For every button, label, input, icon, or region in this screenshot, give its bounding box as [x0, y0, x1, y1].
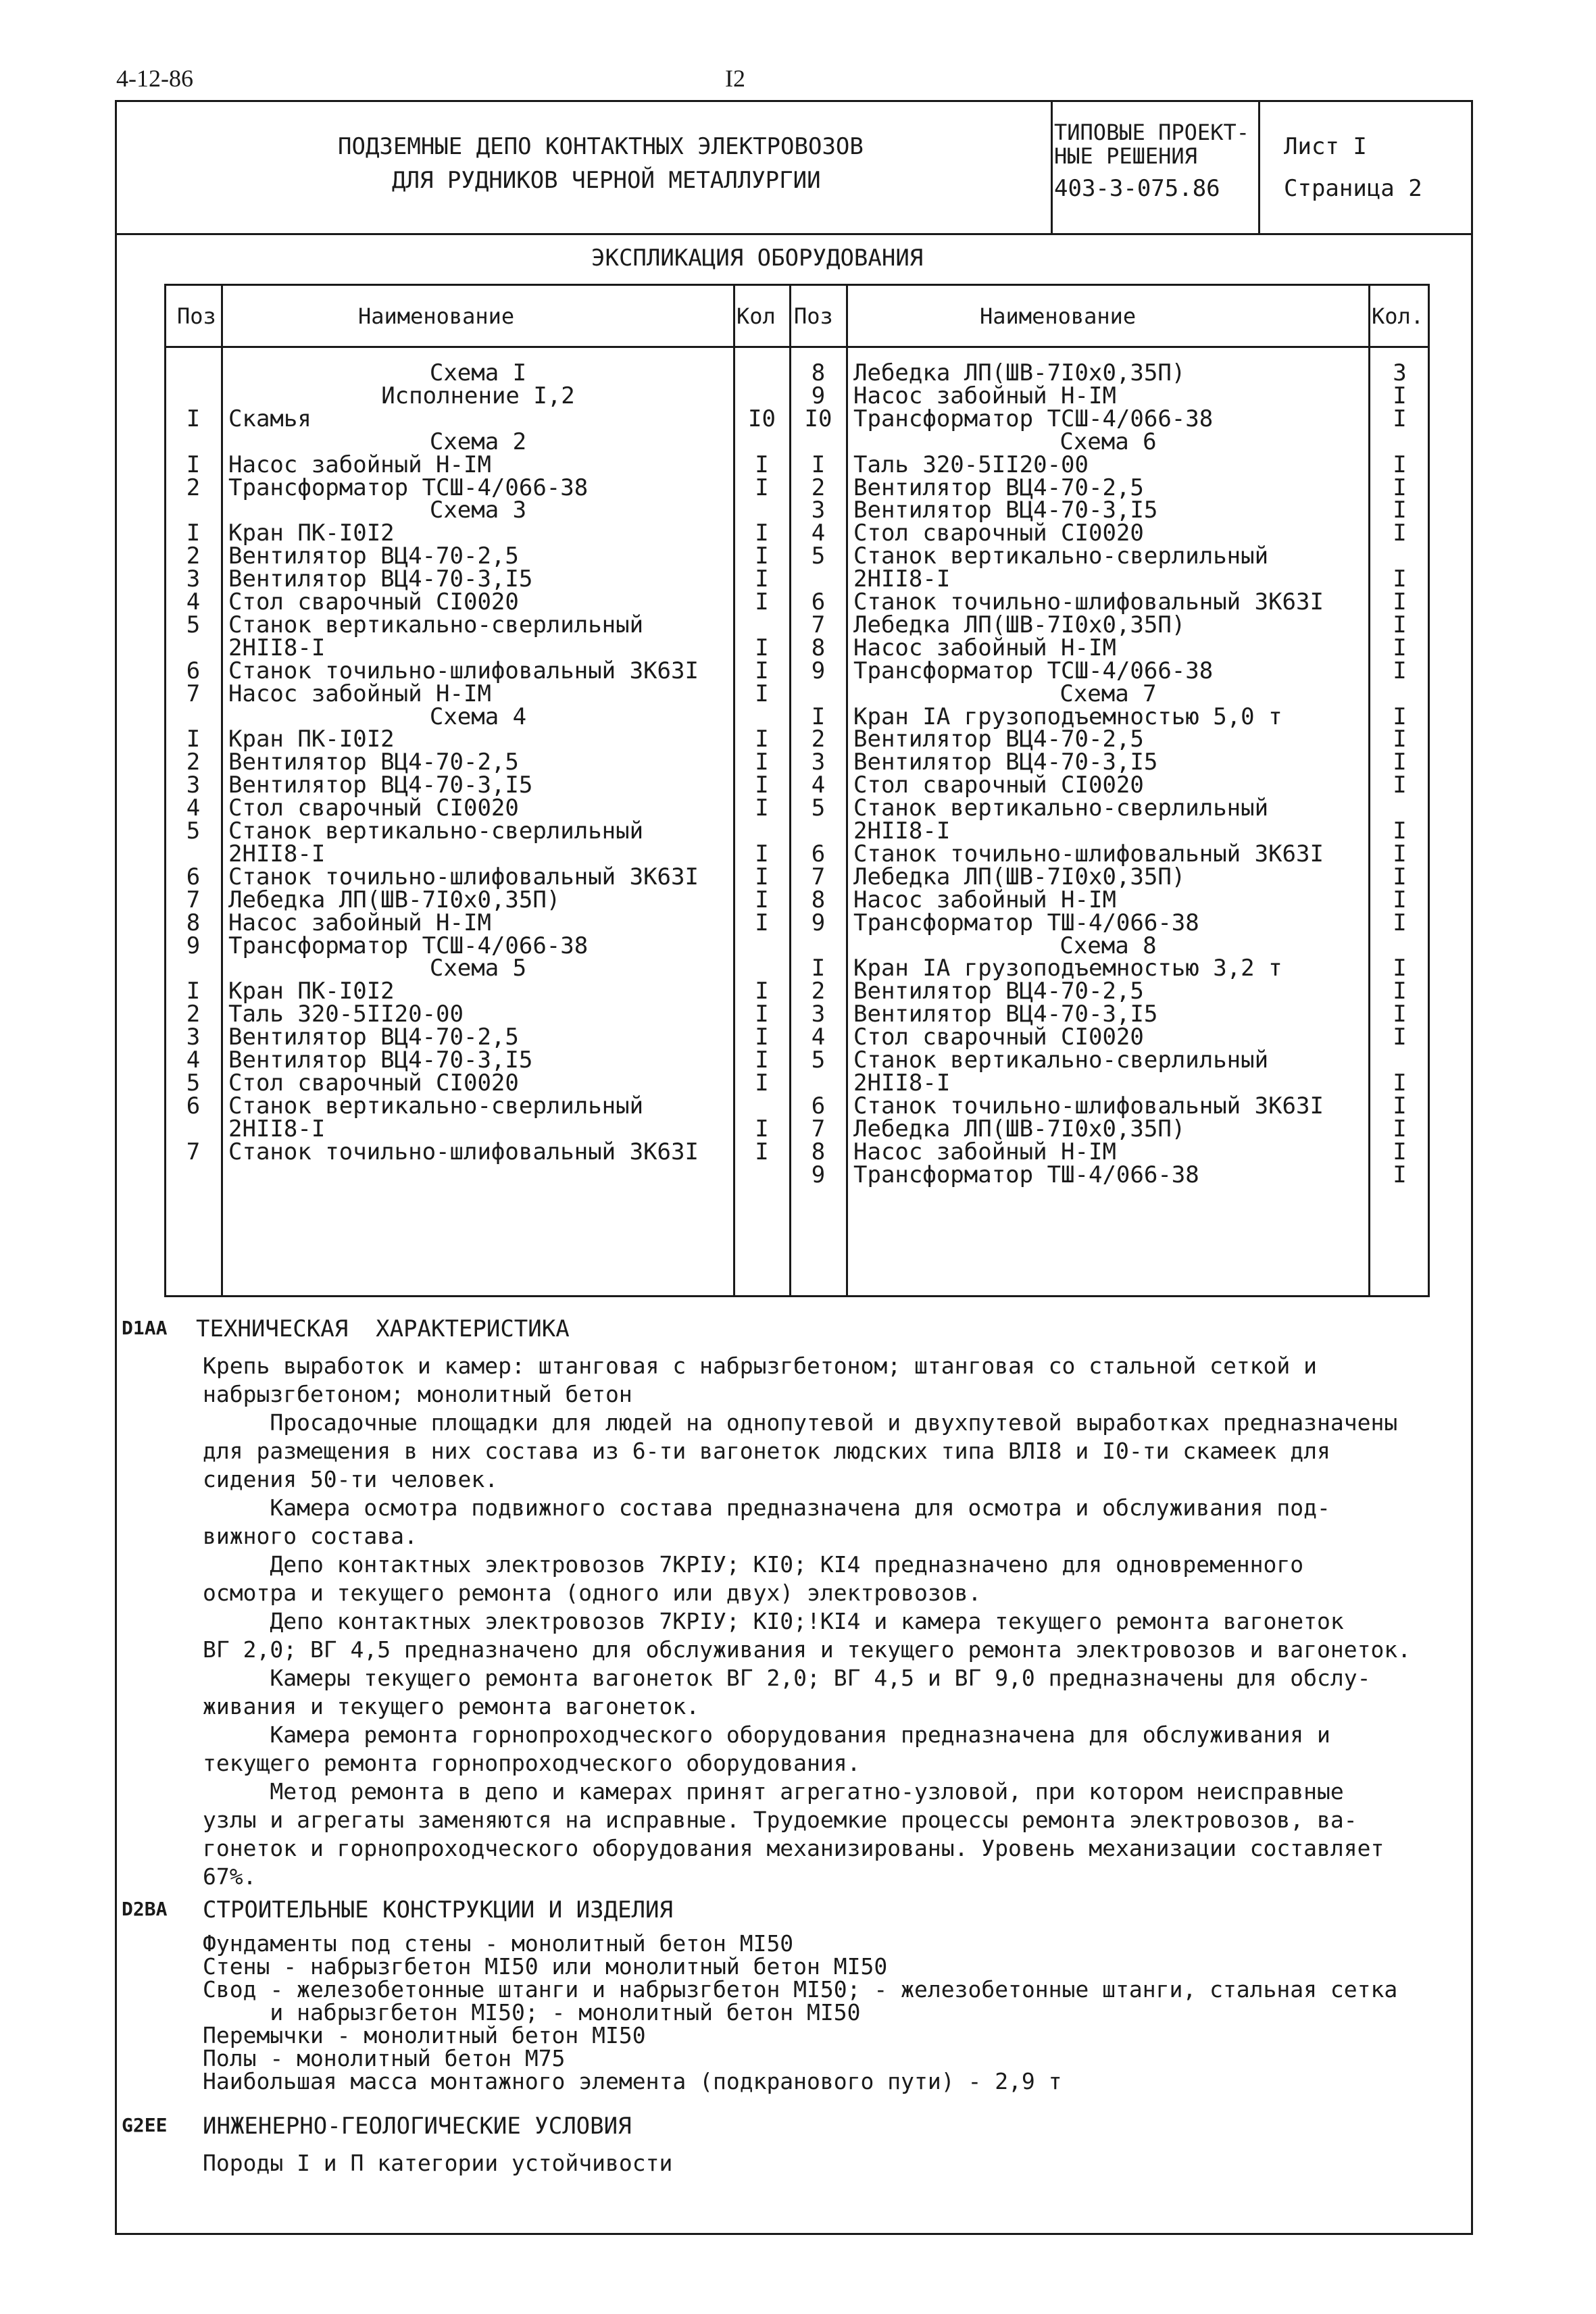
equipment-name: Станок вертикально-сверлильный	[853, 795, 1269, 822]
text-line: узлы и агрегаты заменяются на исправные. Трудоемкие процессы ремонта электровозов, ва-	[203, 1807, 1357, 1833]
equipment-name: Лебедка ЛП(ШВ-7I0х0,35П)	[853, 611, 1186, 638]
text-line: живания и текущего ремонта вагонеток.	[203, 1693, 700, 1719]
equipment-name: Насос забойный Н-IМ	[228, 909, 491, 936]
equipment-name: Вентилятор ВЦ4-70-2,5	[228, 543, 519, 570]
section-code: G2EE	[122, 2114, 168, 2136]
row-quantity: I	[1393, 1001, 1407, 1028]
equipment-name: Стол сварочный СI0020	[853, 520, 1144, 547]
equipment-name: Трансформатор ТСШ-4/066-38	[853, 405, 1214, 432]
row-position: 3	[811, 1001, 826, 1028]
row-quantity: I	[755, 726, 769, 753]
equipment-name: Вентилятор ВЦ4-70-2,5	[853, 474, 1144, 501]
equipment-name: Вентилятор ВЦ4-70-3,I5	[228, 565, 533, 593]
col-header-qty-right: Кол.	[1372, 303, 1424, 329]
section-code: D1AA	[122, 1317, 168, 1339]
equipment-name: Станок вертикально-сверлильный	[853, 543, 1269, 570]
type-label-line-2: НЫЕ РЕШЕНИЯ	[1054, 143, 1197, 169]
equipment-name: Станок вертикально-сверлильный	[228, 611, 644, 638]
row-position: I	[811, 451, 826, 478]
row-position: 6	[811, 840, 826, 867]
text-line: и набрызгбетон МI50; - монолитный бетон МI50	[203, 1999, 861, 2026]
row-quantity: I	[1393, 1138, 1407, 1165]
row-quantity: I	[755, 1115, 769, 1142]
text-line: Просадочные площадки для людей на однопутевой и двухпутевой выработках предназначены	[203, 1409, 1398, 1436]
row-position: 5	[186, 818, 201, 845]
row-quantity: I	[755, 451, 769, 478]
project-number: 403-3-075.86	[1054, 175, 1220, 202]
row-quantity: I	[755, 588, 769, 615]
page-number: I2	[725, 65, 745, 92]
row-position: 8	[811, 1138, 826, 1165]
title-block-divider-2	[1258, 100, 1260, 234]
text-line: ВГ 2,0; ВГ 4,5 предназначено для обслуживания и текущего ремонта электровозов и вагонеток.	[203, 1636, 1412, 1663]
text-line: Камеры текущего ремонта вагонеток ВГ 2,0; ВГ 4,5 и ВГ 9,0 предназначены для обслу-	[203, 1665, 1371, 1691]
equipment-name: Вентилятор ВЦ4-70-2,5	[853, 726, 1144, 753]
row-quantity: I	[1393, 474, 1407, 501]
equipment-name: Стол сварочный СI0020	[853, 772, 1144, 799]
text-line: вижного состава.	[203, 1523, 418, 1549]
row-position: 7	[811, 863, 826, 890]
text-line: Крепь выработок и камер: штанговая с набрызгбетоном; штанговая со стальной сеткой и	[203, 1353, 1318, 1379]
row-quantity: I	[755, 909, 769, 936]
row-quantity: I	[1393, 1115, 1407, 1142]
row-quantity: I	[755, 840, 769, 867]
equipment-name: Станок точильно-шлифовальный 3К63I	[228, 657, 699, 684]
row-position: 3	[811, 749, 826, 776]
equipment-name: Насос забойный Н-IМ	[853, 1138, 1116, 1165]
row-quantity: I	[1393, 451, 1407, 478]
text-line: Камера осмотра подвижного состава предназначена для осмотра и обслуживания под-	[203, 1494, 1330, 1521]
equipment-name: Станок точильно-шлифовальный 3К63I	[853, 840, 1324, 867]
equipment-name: Лебедка ЛП(ШВ-7I0х0,35П)	[853, 359, 1186, 386]
row-quantity: I	[755, 543, 769, 570]
row-position: 2	[186, 749, 201, 776]
section-title: СТРОИТЕЛЬНЫЕ КОНСТРУКЦИИ И ИЗДЕЛИЯ	[203, 1896, 673, 1923]
row-position: 6	[811, 588, 826, 615]
row-position: 2	[186, 474, 201, 501]
row-position: 7	[811, 1115, 826, 1142]
row-position: 5	[186, 1069, 201, 1097]
row-position: I	[811, 955, 826, 982]
row-position: 5	[811, 1047, 826, 1074]
equipment-name: Станок вертикально-сверлильный	[853, 1047, 1269, 1074]
scheme-heading: Схема 8	[1059, 932, 1157, 959]
equipment-name: Вентилятор ВЦ4-70-2,5	[228, 749, 519, 776]
equipment-name: Вентилятор ВЦ4-70-3,I5	[228, 1047, 533, 1074]
text-line: набрызгбетоном; монолитный бетон	[203, 1381, 632, 1407]
row-position: 2	[186, 1001, 201, 1028]
row-position: I	[186, 978, 201, 1005]
row-position: 5	[811, 543, 826, 570]
equipment-name: 2НII8-I	[853, 818, 951, 845]
text-line: Наибольшая масса монтажного элемента (подкранового пути) - 2,9 т	[203, 2068, 1062, 2094]
scheme-heading: Схема 6	[1059, 428, 1157, 455]
page-code: 4-12-86	[116, 65, 193, 92]
scheme-heading: Схема 4	[429, 703, 527, 730]
row-position: 7	[186, 680, 201, 707]
row-position: 8	[811, 634, 826, 661]
equipment-name: Таль 320-5II20-00	[853, 451, 1089, 478]
row-quantity: I	[755, 520, 769, 547]
row-quantity: I	[1393, 909, 1407, 936]
row-position: 7	[186, 1138, 201, 1165]
equipment-name: Станок точильно-шлифовальный 3К63I	[228, 863, 699, 890]
equipment-name: Трансформатор ТСШ-4/066-38	[228, 932, 589, 959]
text-line: Стены - набрызгбетон МI50 или монолитный бетон МI50	[203, 1953, 888, 1980]
row-position: 7	[186, 886, 201, 913]
row-quantity: I	[755, 1047, 769, 1074]
equipment-name: Трансформатор ТСШ-4/066-38	[228, 474, 589, 501]
row-quantity: I	[1393, 1161, 1407, 1188]
text-line: Фундаменты под стены - монолитный бетон МI50	[203, 1930, 794, 1957]
row-quantity: I	[755, 886, 769, 913]
row-quantity: I	[1393, 726, 1407, 753]
row-position: 8	[811, 359, 826, 386]
text-line: для размещения в них состава из 6-ти вагонеток людских типа ВЛI8 и I0-ти скамеек для	[203, 1438, 1330, 1464]
equipment-name: 2НII8-I	[853, 565, 951, 593]
row-position: 6	[186, 657, 201, 684]
explication-title: ЭКСПЛИКАЦИЯ ОБОРУДОВАНИЯ	[591, 245, 924, 272]
row-quantity: I0	[748, 405, 776, 432]
equipment-name: Таль 320-5II20-00	[228, 1001, 464, 1028]
row-quantity: I	[755, 749, 769, 776]
equipment-name: Трансформатор ТШ-4/066-38	[853, 1161, 1199, 1188]
row-position: 3	[186, 772, 201, 799]
row-quantity: I	[1393, 382, 1407, 409]
row-quantity: I	[755, 1069, 769, 1097]
row-position: 3	[811, 497, 826, 524]
row-position: 9	[811, 657, 826, 684]
equipment-name: Кран ПК-I0I2	[228, 726, 395, 753]
row-quantity: I	[755, 1001, 769, 1028]
row-position: 9	[811, 382, 826, 409]
row-quantity: 3	[1393, 359, 1407, 386]
equipment-name: Насос забойный Н-IМ	[228, 680, 491, 707]
page-label: Страница 2	[1284, 175, 1422, 202]
row-position: I	[186, 520, 201, 547]
equipment-name: Лебедка ЛП(ШВ-7I0х0,35П)	[853, 863, 1186, 890]
row-position: 8	[811, 886, 826, 913]
equipment-name: 2НII8-I	[853, 1069, 951, 1097]
equipment-name: Насос забойный Н-IМ	[228, 451, 491, 478]
equipment-name: Станок вертикально-сверлильный	[228, 1092, 644, 1120]
text-line: 67%.	[203, 1863, 257, 1890]
row-quantity: I	[755, 565, 769, 593]
row-position: 9	[811, 909, 826, 936]
equipment-name: Вентилятор ВЦ4-70-2,5	[853, 978, 1144, 1005]
row-position: 2	[186, 543, 201, 570]
row-position: 4	[811, 772, 826, 799]
row-quantity: I	[1393, 978, 1407, 1005]
row-quantity: I	[755, 795, 769, 822]
equipment-name: Лебедка ЛП(ШВ-7I0х0,35П)	[853, 1115, 1186, 1142]
text-line: Полы - монолитный бетон М75	[203, 2045, 566, 2071]
text-line: Камера ремонта горнопроходческого оборудования предназначена для обслуживания и	[203, 1721, 1330, 1748]
equipment-name: Вентилятор ВЦ4-70-2,5	[228, 1024, 519, 1051]
equipment-name: Станок точильно-шлифовальный 3К63I	[853, 588, 1324, 615]
col-header-qty: Кол	[737, 303, 776, 329]
row-position: 6	[811, 1092, 826, 1120]
scheme-heading: Исполнение I,2	[381, 382, 575, 409]
row-quantity: I	[1393, 611, 1407, 638]
equipment-name: Трансформатор ТШ-4/066-38	[853, 909, 1199, 936]
row-quantity: I	[1393, 1069, 1407, 1097]
title-block-bottom-line	[115, 233, 1473, 235]
equipment-name: Кран ПК-I0I2	[228, 978, 395, 1005]
text-line: гонеток и горнопроходческого оборудования механизированы. Уровень механизации составляет	[203, 1835, 1385, 1861]
row-quantity: I	[755, 1138, 769, 1165]
row-quantity: I	[1393, 772, 1407, 799]
row-position: 5	[811, 795, 826, 822]
row-quantity: I	[1393, 657, 1407, 684]
row-position: 3	[186, 1024, 201, 1051]
row-position: 2	[811, 726, 826, 753]
document-title-line-2: ДЛЯ РУДНИКОВ ЧЕРНОЙ МЕТАЛЛУРГИИ	[392, 167, 821, 194]
equipment-name: Насос забойный Н-IМ	[853, 382, 1116, 409]
row-quantity: I	[755, 657, 769, 684]
row-quantity: I	[1393, 863, 1407, 890]
row-position: 6	[186, 1092, 201, 1120]
equipment-name: 2НII8-I	[228, 1115, 326, 1142]
row-quantity: I	[755, 680, 769, 707]
row-position: 9	[811, 1161, 826, 1188]
equipment-name: Станок вертикально-сверлильный	[228, 818, 644, 845]
equipment-name: Скамья	[228, 405, 311, 432]
scheme-heading: Схема 2	[429, 428, 527, 455]
equipment-name: Кран ПК-I0I2	[228, 520, 395, 547]
equipment-name: Кран IА грузоподъемностью 3,2 т	[853, 955, 1282, 982]
table-header-line	[164, 346, 1430, 348]
equipment-name: Стол сварочный СI0020	[853, 1024, 1144, 1051]
row-quantity: I	[755, 1024, 769, 1051]
text-line: Депо контактных электровозов 7КРIУ; КI0; КI4 предназначено для одновременного	[203, 1551, 1304, 1578]
equipment-name: Насос забойный Н-IМ	[853, 634, 1116, 661]
text-line: сидения 50-ти человек.	[203, 1466, 499, 1492]
col-header-name-right: Наименование	[980, 303, 1137, 329]
col-header-name: Наименование	[358, 303, 515, 329]
equipment-name: Насос забойный Н-IМ	[853, 886, 1116, 913]
row-quantity: I	[1393, 840, 1407, 867]
row-position: 4	[186, 795, 201, 822]
row-quantity: I	[755, 772, 769, 799]
row-quantity: I	[755, 978, 769, 1005]
row-quantity: I	[1393, 955, 1407, 982]
text-line: Перемычки - монолитный бетон МI50	[203, 2022, 646, 2048]
equipment-name: Вентилятор ВЦ4-70-3,I5	[853, 1001, 1158, 1028]
row-position: I	[811, 703, 826, 730]
row-quantity: I	[1393, 703, 1407, 730]
scheme-heading: Схема I	[429, 359, 527, 386]
equipment-name: Кран IА грузоподъемностью 5,0 т	[853, 703, 1282, 730]
equipment-name: Трансформатор ТСШ-4/066-38	[853, 657, 1214, 684]
row-position: 9	[186, 932, 201, 959]
col-header-pos-right: Поз	[794, 303, 833, 329]
row-position: 5	[186, 611, 201, 638]
scheme-heading: Схема 5	[429, 955, 527, 982]
scheme-heading: Схема 3	[429, 497, 527, 524]
row-position: 2	[811, 474, 826, 501]
row-quantity: I	[1393, 818, 1407, 845]
row-quantity: I	[1393, 405, 1407, 432]
equipment-name: Вентилятор ВЦ4-70-3,I5	[228, 772, 533, 799]
section-code: D2BA	[122, 1898, 168, 1920]
sheet-label: Лист I	[1284, 133, 1367, 160]
row-position: I	[186, 726, 201, 753]
row-position: 8	[186, 909, 201, 936]
row-position: 3	[186, 565, 201, 593]
equipment-name: Стол сварочный СI0020	[228, 1069, 519, 1097]
text-line: Свод - железобетонные штанги и набрызгбетон МI50; - железобетонные штанги, стальная сетка	[203, 1976, 1398, 2003]
type-label-line-1: ТИПОВЫЕ ПРОЕКТ-	[1054, 120, 1249, 145]
equipment-name: 2НII8-I	[228, 840, 326, 867]
equipment-name: Станок точильно-шлифовальный 3К63I	[228, 1138, 699, 1165]
row-quantity: I	[1393, 634, 1407, 661]
row-quantity: I	[1393, 520, 1407, 547]
row-position: I	[186, 451, 201, 478]
title-block-divider-1	[1051, 100, 1053, 234]
row-quantity: I	[1393, 886, 1407, 913]
row-quantity: I	[1393, 497, 1407, 524]
equipment-name: Вентилятор ВЦ4-70-3,I5	[853, 749, 1158, 776]
equipment-name: Станок точильно-шлифовальный 3К63I	[853, 1092, 1324, 1120]
equipment-name: Стол сварочный СI0020	[228, 588, 519, 615]
row-quantity: I	[1393, 1024, 1407, 1051]
row-position: 2	[811, 978, 826, 1005]
row-quantity: I	[1393, 749, 1407, 776]
text-line: Депо контактных электровозов 7КРIУ; КI0;!КI4 и камера текущего ремонта вагонеток	[203, 1608, 1344, 1634]
equipment-name: Вентилятор ВЦ4-70-3,I5	[853, 497, 1158, 524]
row-quantity: I	[1393, 565, 1407, 593]
row-quantity: I	[1393, 588, 1407, 615]
row-position: 4	[811, 520, 826, 547]
text-line: Породы I и П категории устойчивости	[203, 2150, 673, 2176]
row-position: 6	[186, 863, 201, 890]
row-position: 4	[186, 588, 201, 615]
row-position: 4	[186, 1047, 201, 1074]
row-quantity: I	[1393, 1092, 1407, 1120]
equipment-name: Стол сварочный СI0020	[228, 795, 519, 822]
scheme-heading: Схема 7	[1059, 680, 1157, 707]
equipment-name: 2НII8-I	[228, 634, 326, 661]
text-line: текущего ремонта горнопроходческого оборудования.	[203, 1750, 861, 1776]
row-quantity: I	[755, 474, 769, 501]
row-position: I0	[804, 405, 832, 432]
row-position: I	[186, 405, 201, 432]
text-line: осмотра и текущего ремонта (одного или двух) электровозов.	[203, 1580, 982, 1606]
section-title: ТЕХНИЧЕСКАЯ ХАРАКТЕРИСТИКА	[196, 1315, 570, 1342]
row-position: 7	[811, 611, 826, 638]
text-line: Метод ремонта в депо и камерах принят агрегатно-узловой, при котором неисправные	[203, 1778, 1344, 1805]
row-quantity: I	[755, 863, 769, 890]
document-title-line-1: ПОДЗЕМНЫЕ ДЕПО КОНТАКТНЫХ ЭЛЕКТРОВОЗОВ	[338, 133, 864, 160]
row-quantity: I	[755, 634, 769, 661]
col-header-pos: Поз	[177, 303, 216, 329]
row-position: 4	[811, 1024, 826, 1051]
equipment-name: Лебедка ЛП(ШВ-7I0х0,35П)	[228, 886, 561, 913]
section-title: ИНЖЕНЕРНО-ГЕОЛОГИЧЕСКИЕ УСЛОВИЯ	[203, 2113, 632, 2140]
